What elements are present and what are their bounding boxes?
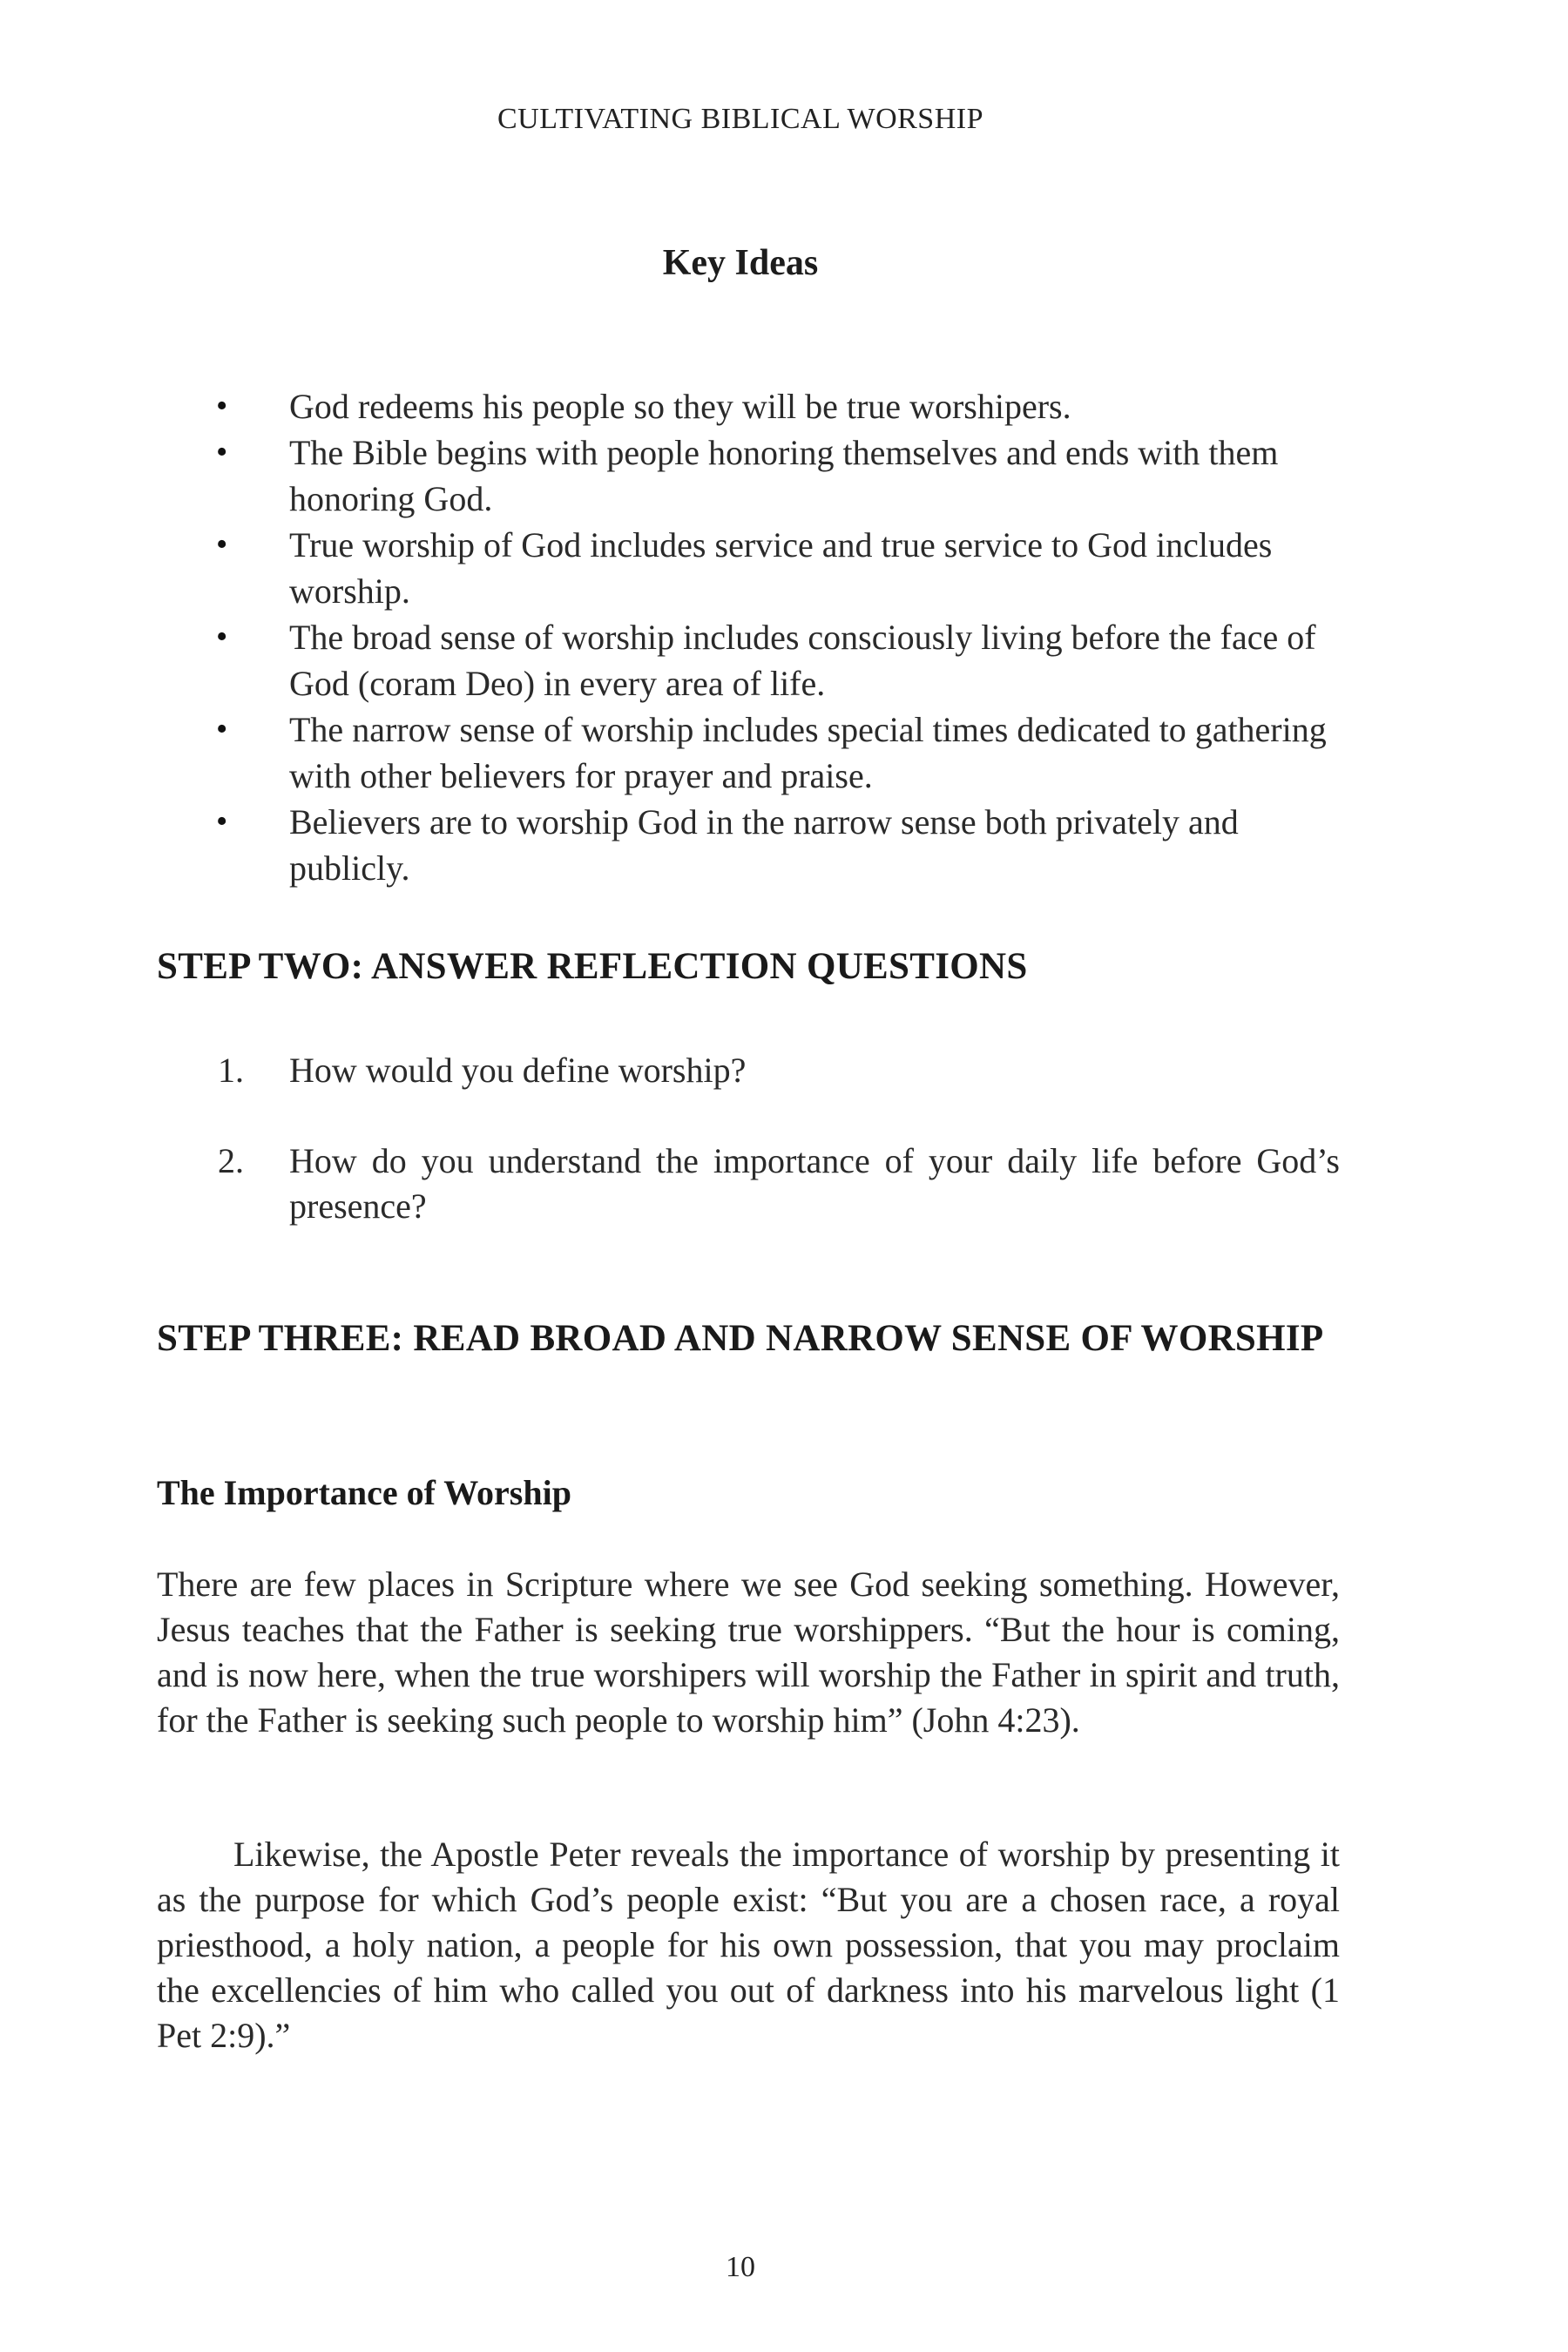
body-paragraph: Likewise, the Apostle Peter reveals the importance of worship by presenting it as the purpose for which God’s people exist: “But you are a chosen race, a royal priesthood, a holy nation, a people for his own possession, that you may proclaim the excellencies of him who called you out of darkness into his marvelous light (1 Pet 2:9).” [157,1835,1340,2055]
bullet-icon: • [216,711,228,747]
list-item-text: True worship of God includes service and true service to God includes worship. [289,525,1273,611]
question-number: 1. [218,1051,244,1090]
list-item-text: The narrow sense of worship includes special times dedicated to gathering with other believers for prayer and praise. [289,710,1327,795]
list-item-text: The broad sense of worship includes consciously living before the face of God (coram Deo) in every area of life. [289,618,1316,703]
step-two-heading: STEP TWO: ANSWER REFLECTION QUESTIONS [157,946,1028,987]
question-item [157,1139,1340,1229]
key-ideas-title: Key Ideas [662,243,819,283]
running-head: CULTIVATING BIBLICAL WORSHIP [497,103,984,135]
key-ideas-list [157,383,1333,891]
question-text: How would you define worship? [289,1051,747,1090]
importance-of-worship-subheading: The Importance of Worship [157,1473,571,1512]
list-item [157,383,1333,429]
question-text: How do you understand the importance of your daily life before God’s presence? [289,1141,1340,1226]
list-item [157,429,1333,522]
question-item [157,1048,1340,1093]
list-item [157,706,1333,799]
question-number: 2. [218,1141,244,1180]
list-item [157,522,1333,614]
page-number: 10 [726,2251,755,2283]
list-item [157,614,1333,706]
bullet-icon: • [216,526,228,563]
bullet-icon: • [216,434,228,470]
body-paragraph: There are few places in Scripture where we see God seeking something. However, Jesus teaches that the Father is seeking true worshippers. “But the hour is coming, and is now here, when the true worshipers will worship the Father in spirit and truth, for the Father is seeking such people to worship him” (John 4:23). [157,1565,1340,1740]
list-item [157,799,1333,891]
list-item-text: God redeems his people so they will be true worshipers. [289,387,1071,426]
bullet-icon: • [216,388,228,424]
bullet-icon: • [216,803,228,840]
list-item-text: Believers are to worship God in the narrow sense both privately and publicly. [289,802,1239,888]
list-item-text: The Bible begins with people honoring themselves and ends with them honoring God. [289,433,1279,518]
bullet-icon: • [216,618,228,655]
step-three-heading: STEP THREE: READ BROAD AND NARROW SENSE OF WORSHIP [157,1318,1324,1359]
reflection-questions [157,1048,1340,1274]
